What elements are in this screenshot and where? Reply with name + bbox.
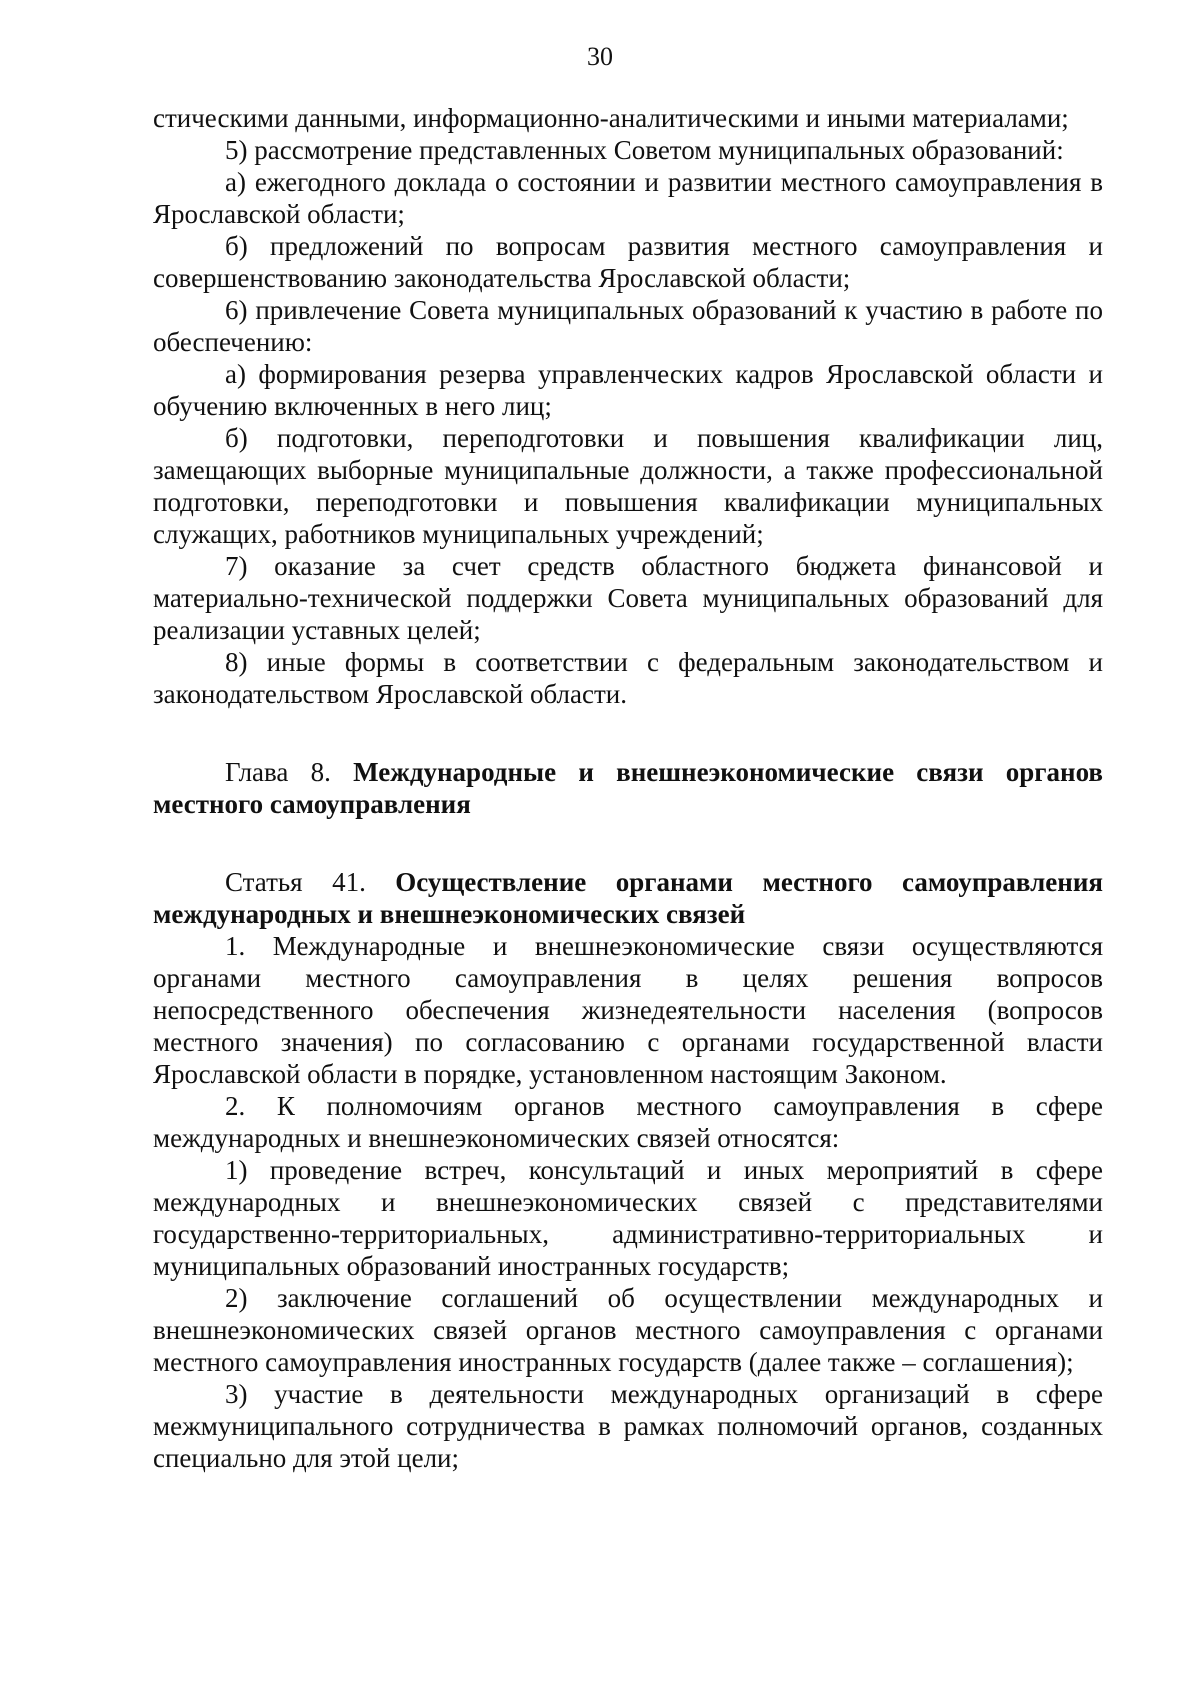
page-number: 30 bbox=[587, 42, 613, 71]
paragraph: 2) заключение соглашений об осуществлении международных и внешнеэкономических связей органов местного самоуправления с органами местного самоуправления иностранных государств (далее также – соглашения); bbox=[153, 1283, 1103, 1377]
article-title: Осуществление органами местного самоуправления международных и внешнеэкономических связей bbox=[153, 867, 1103, 929]
chapter-heading bbox=[153, 756, 1103, 820]
paragraph: 1. Международные и внешнеэкономические связи осуществляются органами местного самоуправления в целях решения вопросов непосредственного обеспечения жизнедеятельности населения (вопросов местного значения) по согласованию с органами государственной власти Ярославской области в порядке, установленном настоящим Законом. bbox=[153, 931, 1103, 1089]
paragraph: 1) проведение встреч, консультаций и иных мероприятий в сфере международных и внешнеэкономических связей с представителями государственно-территориальных, административно-территориальных и муниципальных образований иностранных государств; bbox=[153, 1155, 1103, 1281]
chapter-title: Международные и внешнеэкономические связи органов местного самоуправления bbox=[153, 757, 1103, 819]
paragraph: 2. К полномочиям органов местного самоуправления в сфере международных и внешнеэкономических связей относятся: bbox=[153, 1091, 1103, 1153]
paragraph: 5) рассмотрение представленных Советом муниципальных образований: bbox=[225, 135, 1064, 165]
article-heading bbox=[153, 866, 1103, 930]
chapter-label: Глава 8. bbox=[225, 757, 331, 787]
paragraph: стическими данными, информационно-аналитическими и иными материалами; bbox=[153, 103, 1069, 133]
paragraph: 8) иные формы в соответствии с федеральным законодательством и законодательством Ярославской области. bbox=[153, 647, 1103, 709]
paragraph: а) формирования резерва управленческих кадров Ярославской области и обучению включенных в него лиц; bbox=[153, 359, 1103, 421]
paragraph: 3) участие в деятельности международных организаций в сфере межмуниципального сотрудничества в рамках полномочий органов, созданных специально для этой цели; bbox=[153, 1379, 1103, 1473]
paragraph: б) предложений по вопросам развития местного самоуправления и совершенствованию законодательства Ярославской области; bbox=[153, 231, 1103, 293]
article-label: Статья 41. bbox=[225, 867, 366, 897]
document-body bbox=[153, 102, 1103, 1474]
paragraph: б) подготовки, переподготовки и повышения квалификации лиц, замещающих выборные муниципальные должности, а также профессиональной подготовки, переподготовки и повышения квалификации муниципальных служащих, работников муниципальных учреждений; bbox=[153, 423, 1103, 549]
paragraph: а) ежегодного доклада о состоянии и развитии местного самоуправления в Ярославской области; bbox=[153, 167, 1103, 229]
paragraph: 7) оказание за счет средств областного бюджета финансовой и материально-технической поддержки Совета муниципальных образований для реализации уставных целей; bbox=[153, 551, 1103, 645]
paragraph: 6) привлечение Совета муниципальных образований к участию в работе по обеспечению: bbox=[153, 295, 1103, 357]
